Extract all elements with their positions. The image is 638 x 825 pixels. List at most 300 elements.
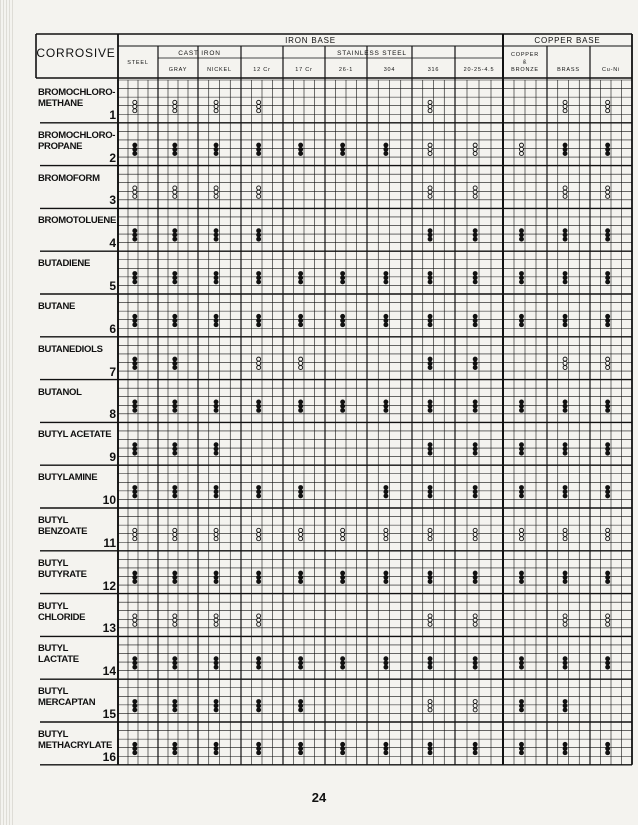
rating-dot	[563, 580, 567, 584]
rating-dot	[133, 661, 137, 665]
rating-dot	[473, 571, 477, 575]
rating-dot	[257, 323, 261, 327]
rating-mark	[473, 272, 477, 284]
column-header: 17 Cr	[295, 67, 313, 73]
rating-dot	[257, 486, 261, 490]
rating-dot	[214, 528, 218, 532]
rating-dot	[563, 186, 567, 190]
column-header: BRASS	[557, 67, 580, 73]
rating-mark	[606, 143, 610, 155]
rating-dot	[214, 319, 218, 323]
rating-dot	[428, 152, 432, 156]
rating-mark	[214, 742, 218, 754]
rating-mark	[173, 657, 177, 669]
rating-dot	[519, 152, 523, 156]
rating-mark	[173, 486, 177, 498]
rating-dot	[384, 147, 388, 151]
rating-dot	[214, 614, 218, 618]
rating-dot	[473, 580, 477, 584]
rating-mark	[173, 614, 177, 626]
rating-dot	[519, 575, 523, 579]
rating-dot	[606, 190, 610, 194]
rating-dot	[473, 190, 477, 194]
rating-dot	[563, 571, 567, 575]
rating-dot	[473, 533, 477, 537]
rating-dot	[214, 323, 218, 327]
rating-dot	[173, 614, 177, 618]
rating-mark	[133, 700, 137, 712]
row-number: 13	[102, 621, 116, 636]
rating-dot	[606, 661, 610, 665]
rating-dot	[606, 486, 610, 490]
rating-mark	[519, 657, 523, 669]
rating-dot	[563, 451, 567, 455]
rating-dot	[257, 361, 261, 365]
rating-dot	[606, 105, 610, 109]
rating-dot	[133, 533, 137, 537]
rating-dot	[563, 704, 567, 708]
rating-dot	[214, 105, 218, 109]
rating-dot	[299, 665, 303, 669]
rating-dot	[173, 276, 177, 280]
rating-dot	[257, 314, 261, 318]
rating-mark	[606, 400, 610, 412]
rating-dot	[428, 704, 432, 708]
rating-dot	[173, 361, 177, 365]
rating-dot	[133, 276, 137, 280]
rating-dot	[428, 400, 432, 404]
rating-dot	[473, 622, 477, 626]
rating-dot	[214, 571, 218, 575]
corrosive-name	[38, 344, 118, 355]
rating-dot	[173, 404, 177, 408]
rating-dot	[384, 657, 388, 661]
rating-mark	[563, 614, 567, 626]
rating-dot	[299, 661, 303, 665]
rating-dot	[606, 533, 610, 537]
rating-mark	[173, 357, 177, 369]
corrosive-name-line: CHLORIDE	[38, 611, 86, 623]
rating-dot	[173, 143, 177, 147]
rating-dot	[606, 280, 610, 284]
rating-dot	[299, 571, 303, 575]
rating-dot	[299, 366, 303, 370]
rating-mark	[133, 314, 137, 326]
rating-mark	[257, 700, 261, 712]
rating-dot	[173, 747, 177, 751]
rating-dot	[473, 661, 477, 665]
corrosive-name-line: BUTYL	[38, 600, 69, 612]
rating-dot	[173, 700, 177, 704]
rating-dot	[257, 233, 261, 237]
rating-dot	[519, 319, 523, 323]
rating-dot	[173, 657, 177, 661]
rating-dot	[519, 451, 523, 455]
corrosive-name-line: BUTYL	[38, 557, 69, 569]
rating-dot	[133, 152, 137, 156]
rating-mark	[214, 143, 218, 155]
rating-dot	[214, 194, 218, 198]
rating-dot	[384, 152, 388, 156]
corrosive-name	[38, 87, 118, 109]
rating-dot	[428, 451, 432, 455]
rating-dot	[563, 537, 567, 541]
rating-dot	[133, 105, 137, 109]
corrosive-name	[38, 130, 118, 152]
rating-dot	[428, 105, 432, 109]
rating-marks	[133, 100, 610, 754]
rating-dot	[299, 704, 303, 708]
rating-dot	[606, 229, 610, 233]
row-number: 6	[109, 321, 116, 336]
rating-dot	[428, 751, 432, 755]
rating-dot	[563, 751, 567, 755]
rating-mark	[563, 314, 567, 326]
rating-dot	[563, 361, 567, 365]
rating-dot	[133, 237, 137, 241]
rating-dot	[563, 237, 567, 241]
rating-dot	[133, 622, 137, 626]
rating-mark	[428, 742, 432, 754]
rating-dot	[257, 408, 261, 412]
rating-dot	[428, 700, 432, 704]
rating-dot	[173, 533, 177, 537]
corrosive-name-line: BUTANE	[38, 301, 76, 312]
rating-mark	[299, 657, 303, 669]
rating-mark	[606, 486, 610, 498]
rating-dot	[384, 272, 388, 276]
rating-dot	[563, 708, 567, 712]
rating-dot	[428, 657, 432, 661]
rating-mark	[257, 272, 261, 284]
rating-dot	[519, 747, 523, 751]
rating-dot	[473, 186, 477, 190]
rating-dot	[428, 747, 432, 751]
rating-dot	[428, 490, 432, 494]
rating-mark	[133, 272, 137, 284]
rating-dot	[384, 323, 388, 327]
rating-dot	[173, 109, 177, 113]
rating-dot	[133, 580, 137, 584]
rating-dot	[473, 400, 477, 404]
rating-dot	[519, 704, 523, 708]
corrosive-name	[38, 429, 118, 440]
rating-dot	[257, 229, 261, 233]
rating-mark	[257, 186, 261, 198]
rating-dot	[563, 614, 567, 618]
rating-mark	[299, 571, 303, 583]
rating-dot	[606, 575, 610, 579]
corrosive-name	[38, 558, 118, 580]
rating-mark	[257, 528, 261, 540]
rating-dot	[428, 618, 432, 622]
corrosive-name	[38, 472, 118, 483]
rating-mark	[173, 186, 177, 198]
rating-dot	[257, 237, 261, 241]
rating-dot	[257, 109, 261, 113]
rating-dot	[563, 747, 567, 751]
rating-mark	[519, 700, 523, 712]
rating-dot	[299, 580, 303, 584]
rating-mark	[519, 443, 523, 455]
rating-mark	[606, 272, 610, 284]
row-number: 12	[102, 578, 116, 593]
rating-mark	[563, 657, 567, 669]
rating-dot	[341, 408, 345, 412]
rating-dot	[563, 319, 567, 323]
rating-mark	[563, 143, 567, 155]
rating-dot	[519, 143, 523, 147]
rating-dot	[428, 533, 432, 537]
rating-dot	[428, 408, 432, 412]
rating-mark	[384, 657, 388, 669]
rating-dot	[606, 143, 610, 147]
rating-mark	[473, 186, 477, 198]
rating-mark	[519, 528, 523, 540]
rating-dot	[133, 486, 137, 490]
rating-dot	[473, 751, 477, 755]
rating-mark	[473, 229, 477, 241]
rating-dot	[257, 190, 261, 194]
rating-dot	[133, 233, 137, 237]
rating-dot	[428, 100, 432, 104]
rating-dot	[133, 100, 137, 104]
rating-dot	[214, 494, 218, 498]
rating-mark	[563, 571, 567, 583]
rating-dot	[257, 533, 261, 537]
rating-dot	[173, 272, 177, 276]
rating-mark	[563, 357, 567, 369]
column-header: 12 Cr	[253, 67, 271, 73]
rating-mark	[563, 486, 567, 498]
rating-dot	[214, 152, 218, 156]
rating-dot	[257, 665, 261, 669]
rating-dot	[428, 276, 432, 280]
rating-dot	[384, 533, 388, 537]
rating-mark	[473, 571, 477, 583]
rating-dot	[299, 152, 303, 156]
row-separators	[40, 123, 632, 765]
rating-dot	[299, 494, 303, 498]
rating-dot	[257, 194, 261, 198]
stainless-steel-label: STAINLESS STEEL	[337, 50, 407, 57]
rating-dot	[214, 443, 218, 447]
column-header: 316	[427, 67, 440, 73]
rating-dot	[563, 443, 567, 447]
rating-mark	[519, 571, 523, 583]
rating-mark	[428, 357, 432, 369]
rating-dot	[606, 400, 610, 404]
rating-mark	[299, 528, 303, 540]
rating-mark	[173, 143, 177, 155]
rating-dot	[257, 280, 261, 284]
rating-mark	[214, 700, 218, 712]
rating-dot	[214, 186, 218, 190]
rating-dot	[257, 276, 261, 280]
rating-dot	[384, 580, 388, 584]
rating-dot	[563, 700, 567, 704]
rating-dot	[606, 580, 610, 584]
rating-mark	[257, 742, 261, 754]
rating-dot	[606, 276, 610, 280]
rating-dot	[133, 186, 137, 190]
rating-dot	[384, 537, 388, 541]
rating-dot	[428, 229, 432, 233]
rating-dot	[473, 494, 477, 498]
rating-dot	[519, 323, 523, 327]
rating-mark	[173, 314, 177, 326]
corrosive-name	[38, 301, 118, 312]
rating-dot	[473, 233, 477, 237]
rating-dot	[606, 152, 610, 156]
rating-mark	[428, 443, 432, 455]
rating-dot	[473, 272, 477, 276]
rating-dot	[214, 314, 218, 318]
rating-dot	[384, 319, 388, 323]
rating-dot	[214, 400, 218, 404]
rating-mark	[563, 742, 567, 754]
rating-mark	[341, 272, 345, 284]
rating-mark	[299, 314, 303, 326]
rating-dot	[563, 528, 567, 532]
rating-mark	[519, 272, 523, 284]
rating-dot	[257, 751, 261, 755]
rating-dot	[299, 408, 303, 412]
rating-dot	[341, 272, 345, 276]
row-number: 7	[109, 364, 116, 379]
rating-dot	[519, 708, 523, 712]
rating-dot	[563, 190, 567, 194]
rating-dot	[299, 357, 303, 361]
rating-mark	[133, 443, 137, 455]
rating-dot	[384, 528, 388, 532]
rating-mark	[428, 486, 432, 498]
rating-dot	[563, 323, 567, 327]
rating-dot	[299, 147, 303, 151]
rating-dot	[563, 366, 567, 370]
rating-dot	[428, 742, 432, 746]
rating-dot	[173, 751, 177, 755]
rating-dot	[428, 314, 432, 318]
rating-mark	[341, 571, 345, 583]
rating-dot	[173, 580, 177, 584]
rating-mark	[341, 400, 345, 412]
rating-mark	[341, 143, 345, 155]
rating-mark	[384, 486, 388, 498]
rating-mark	[133, 400, 137, 412]
rating-dot	[214, 109, 218, 113]
rating-dot	[214, 100, 218, 104]
rating-dot	[519, 237, 523, 241]
corrosive-name-line: BROMOCHLORO-	[38, 87, 116, 98]
rating-dot	[428, 186, 432, 190]
rating-dot	[519, 314, 523, 318]
rating-dot	[606, 537, 610, 541]
rating-dot	[133, 408, 137, 412]
corrosive-name-line: PROPANE	[38, 140, 83, 152]
rating-dot	[214, 747, 218, 751]
rating-mark	[563, 229, 567, 241]
rating-dot	[214, 580, 218, 584]
rating-dot	[173, 618, 177, 622]
rating-dot	[563, 152, 567, 156]
rating-dot	[173, 708, 177, 712]
column-header: STEEL	[127, 60, 149, 66]
rating-dot	[214, 280, 218, 284]
rating-dot	[473, 229, 477, 233]
rating-dot	[563, 194, 567, 198]
rating-dot	[214, 229, 218, 233]
rating-dot	[473, 657, 477, 661]
rating-dot	[606, 528, 610, 532]
rating-dot	[257, 400, 261, 404]
rating-dot	[473, 490, 477, 494]
rating-dot	[519, 580, 523, 584]
rating-dot	[214, 451, 218, 455]
rating-dot	[563, 314, 567, 318]
rating-dot	[257, 622, 261, 626]
rating-dot	[428, 194, 432, 198]
rating-dot	[133, 618, 137, 622]
rating-dot	[606, 494, 610, 498]
rating-dot	[473, 486, 477, 490]
rating-dot	[133, 700, 137, 704]
rating-dot	[606, 366, 610, 370]
rating-mark	[384, 571, 388, 583]
rating-dot	[173, 400, 177, 404]
rating-dot	[473, 237, 477, 241]
rating-mark	[133, 571, 137, 583]
rating-dot	[606, 614, 610, 618]
rating-dot	[428, 323, 432, 327]
row-number: 16	[102, 749, 116, 764]
rating-dot	[606, 742, 610, 746]
rating-dot	[428, 237, 432, 241]
rating-dot	[299, 700, 303, 704]
rating-dot	[428, 109, 432, 113]
rating-mark	[133, 229, 137, 241]
rating-mark	[384, 742, 388, 754]
rating-dot	[428, 319, 432, 323]
rating-dot	[606, 571, 610, 575]
rating-dot	[428, 528, 432, 532]
rating-dot	[606, 751, 610, 755]
rating-mark	[519, 742, 523, 754]
rating-mark	[257, 571, 261, 583]
rating-dot	[428, 361, 432, 365]
rating-dot	[133, 272, 137, 276]
rating-mark	[473, 614, 477, 626]
rating-dot	[384, 486, 388, 490]
row-number: 9	[109, 450, 116, 465]
rating-dot	[563, 665, 567, 669]
rating-dot	[563, 229, 567, 233]
rating-dot	[428, 622, 432, 626]
rating-dot	[428, 571, 432, 575]
rating-dot	[173, 704, 177, 708]
rating-dot	[519, 276, 523, 280]
column-header: &	[522, 59, 528, 66]
rating-dot	[473, 143, 477, 147]
rating-mark	[473, 143, 477, 155]
row-number: 15	[102, 707, 116, 721]
rating-dot	[473, 742, 477, 746]
rating-dot	[428, 272, 432, 276]
rating-dot	[384, 665, 388, 669]
rating-dot	[299, 272, 303, 276]
rating-dot	[214, 486, 218, 490]
corrosive-name	[38, 258, 118, 269]
